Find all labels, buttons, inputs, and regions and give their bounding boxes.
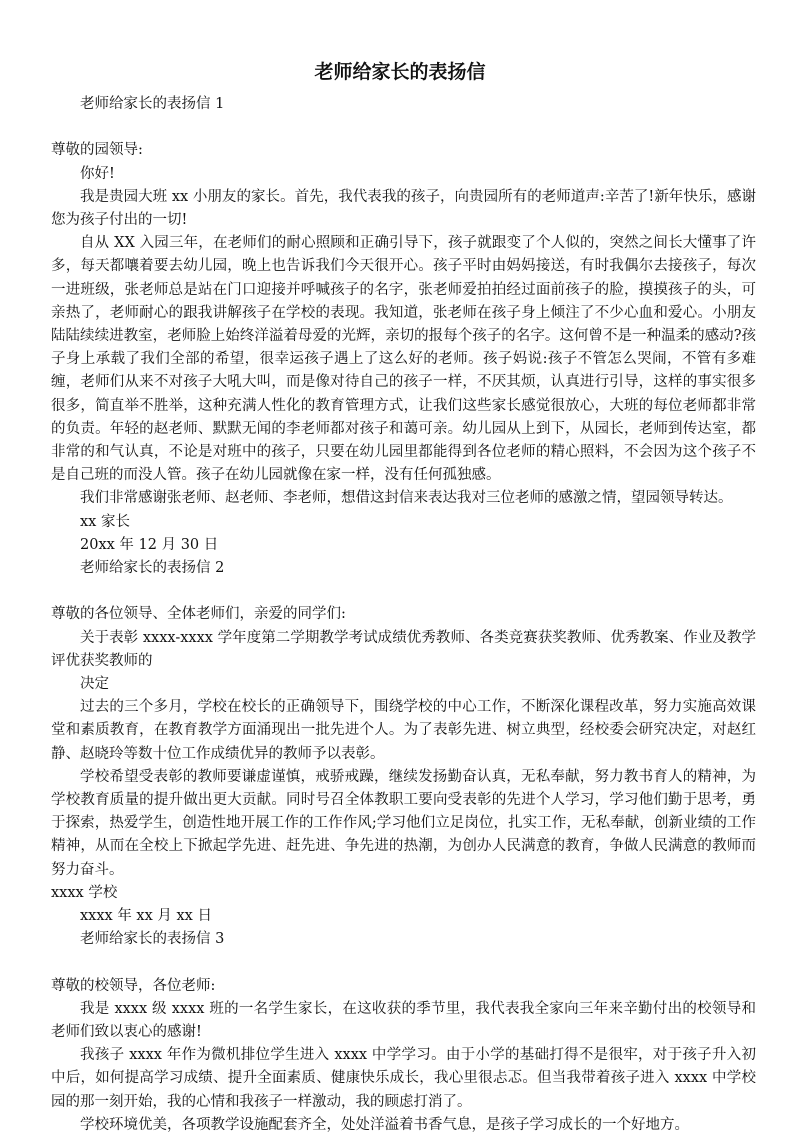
letter2-paragraph-2: 过去的三个多月，学校在校长的正确领导下，围绕学校的中心工作，不断深化课程改革，努力实施高效课堂和素质教育，在教育教学方面涌现出一批先进个人。为了表彰先进、树立典型，经校委会研究决定，对赵红静、赵晓玲等数十位工作成绩优异的教师予以表彰。 [51, 699, 756, 762]
letter1-greeting: 你好! [80, 165, 115, 182]
letter2-signature: xxxx 学校 [51, 884, 118, 901]
document-title: 老师给家长的表扬信 [314, 61, 486, 83]
letter1-paragraph-1: 我是贵园大班 xx 小朋友的家长。首先，我代表我的孩子，向贵园所有的老师道声:辛苦了!新年快乐，感谢您为孩子付出的一切! [51, 188, 756, 228]
letter1-subtitle: 老师给家长的表扬信 1 [80, 96, 225, 112]
letter3-paragraph-1: 我是 xxxx 级 xxxx 班的一名学生家长，在这收获的季节里，我代表我全家向三年来辛勤付出的校领导和老师们致以衷心的感谢! [51, 1000, 756, 1041]
letter3-paragraph-2: 我孩子 xxxx 年作为微机排位学生进入 xxxx 中学学习。由于小学的基础打得不是很牢，对于孩子升入初中后，如何提高学习成绩、提升全面素质、健康快乐成长，我心里很忐忑。但当我带着孩子进入 xxxx 中学校园的那一刻开始，我的心情和我孩子一样激动，我的顾虑打消了。 [51, 1047, 756, 1110]
letter1-salutation: 尊敬的园领导: [51, 142, 143, 159]
letter2-paragraph-1: 关于表彰 xxxx-xxxx 学年度第二学期教学考试成绩优秀教师、各类竞赛获奖教师、优秀教案、作业及教学评优获奖教师的 [51, 629, 756, 669]
letter1-paragraph-3: 我们非常感谢张老师、赵老师、李老师，想借这封信来表达我对三位老师的感激之情，望园领导转达。 [80, 490, 733, 507]
letter2-paragraph-3: 学校希望受表彰的教师要谦虚谨慎，戒骄戒躁，继续发扬勤奋认真，无私奉献，努力教书育人的精神，为学校教育质量的提升做出更大贡献。同时号召全体教职工要向受表彰的先进个人学习，学习他们勤于思考，勇于探索，热爱学生，创造性地开展工作的工作作风;学习他们立足岗位，扎实工作，无私奉献，创新业绩的工作精神，从而在全校上下掀起学先进、赶先进、争先进的热潮，为创办人民满意的教育，争做人民满意的教师而努力奋斗。 [51, 768, 756, 878]
spacer [51, 116, 756, 139]
letter1-signature: xx 家长 [80, 513, 130, 530]
spacer [51, 580, 756, 603]
letter3-salutation: 尊敬的校领导，各位老师: [51, 977, 216, 994]
document-body [51, 93, 756, 1137]
letter1-paragraph-2: 自从 XX 入园三年，在老师们的耐心照顾和正确引导下，孩子就跟变了个人似的，突然之间长大懂事了许多，每天都嚷着要去幼儿园，晚上也告诉我们今天很开心。孩子平时由妈妈接送，有时我偶尔去接孩子，每次一进班级，张老师总是站在门口迎接并呼喊孩子的名字，张老师爱拍拍经过面前孩子的脸，摸摸孩子的头，可亲热了，老师耐心的跟我讲解孩子在学校的表现。我知道，张老师在孩子身上倾注了不少心血和爱心。小朋友陆陆续续进教室，老师脸上始终洋溢着母爱的光辉，亲切的报每个孩子的名字。这何曾不是一种温柔的感动?孩子身上承载了我们全部的希望，很幸运孩子遇上了这么好的老师。孩子妈说:孩子不管怎么哭闹，不管有多难缠，老师们从来不对孩子大吼大叫，而是像对待自己的孩子一样，不厌其烦，认真进行引导，这样的事实很多很多，简直举不胜举，这种充满人性化的教育管理方式，让我们这些家长感觉很放心，大班的每位老师都非常的负责。年轻的赵老师、默默无闻的李老师都对孩子和蔼可亲。幼儿园从上到下，从园长，老师到传达室，都非常的和气认真，不论是对班中的孩子，只要在幼儿园里都能得到各位老师的精心照料，不会因为这个孩子不是自己班的而没人管。孩子在幼儿园就像在家一样，没有任何孤独感。 [51, 235, 756, 484]
letter1-date: 20xx 年 12 月 30 日 [80, 536, 219, 553]
spacer [51, 951, 756, 974]
letter3-paragraph-3: 学校环境优美，各项教学设施配套齐全，处处洋溢着书香气息，是孩子学习成长的一个好地方。 [80, 1116, 689, 1133]
letter2-salutation: 尊敬的各位领导、全体老师们，亲爱的同学们: [51, 606, 346, 623]
letter2-decision: 决定 [80, 676, 109, 693]
letter3-subtitle: 老师给家长的表扬信 3 [80, 931, 225, 948]
letter2-subtitle: 老师给家长的表扬信 2 [80, 560, 225, 577]
letter2-date: xxxx 年 xx 月 xx 日 [80, 908, 212, 925]
